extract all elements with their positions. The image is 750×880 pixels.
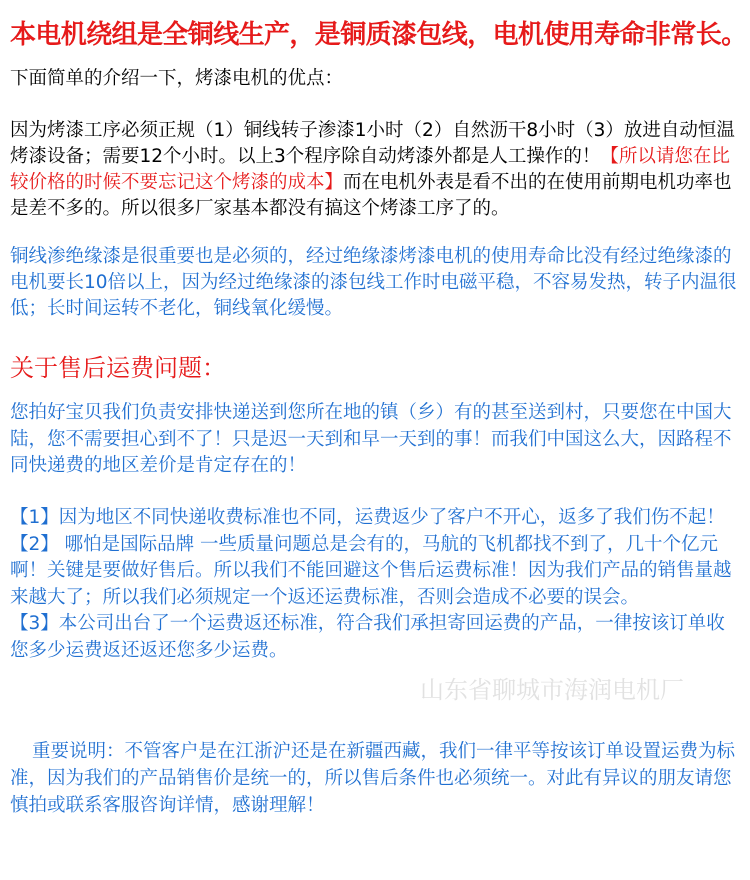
- shipping-points: [10, 505, 742, 664]
- intro-text: 下面简单的介绍一下，烤漆电机的优点：: [10, 68, 344, 89]
- cost-reminder-highlight: 【所以请您在比较价格的时候不要忘记这个烤漆的成本】: [10, 146, 730, 193]
- important-note-paragraph: [10, 738, 742, 819]
- paint-process-tail: 而在电机外表是看不出的在使用前期电机功率也是差不多的。所以很多厂家基本都没有搞这个烤漆工序了的。: [10, 172, 732, 219]
- delivery-paragraph: 您拍好宝贝我们负责安排快递送到您所在地的镇（乡）有的甚至送到村，只要您在中国大陆，您不需要担心到不了！只是迟一天到和早一天到的事！而我们中国这么大，因路程不同快递费的地区差价是肯定存在的！: [10, 402, 732, 476]
- important-note-text: 重要说明：不管客户是在江浙沪还是在新疆西藏，我们一律平等按该订单设置运费为标准，因为我们的产品销售价是统一的，所以售后条件也必须统一。对此有异议的朋友请您慎拍或联系客服咨询详情，感谢理解！: [10, 741, 736, 816]
- company-watermark: 山东省聊城市海润电机厂: [420, 676, 684, 704]
- paint-process-text: 因为烤漆工序必须正规（1）铜线转子渗漆1小时（2）自然沥干8小时（3）放进自动恒温烤漆设备；需要12个小时。以上3个程序除自动烤漆外都是人工操作的！: [10, 120, 735, 167]
- shipping-point-3: 【3】本公司出台了一个运费返还标准，符合我们承担寄回运费的产品，一律按该订单收您多少运费返还返还您多少运费。: [10, 613, 725, 661]
- insulation-paint-paragraph: 铜线渗绝缘漆是很重要也是必须的，经过绝缘漆烤漆电机的使用寿命比没有经过绝缘漆的电机要长10倍以上，因为经过绝缘漆的漆包线工作时电磁平稳，不容易发热，转子内温很低；长时间运转不老化，铜线氧化缓慢。: [10, 246, 737, 319]
- shipping-point-2: 【2】 哪怕是国际品牌 一些质量问题总是会有的，马航的飞机都找不到了，几十个亿元啊！关键是要做好售后。所以我们不能回避这个售后运费标准！因为我们产品的销售量越来越大了；所以我们必须规定一个返还运费标准，否则会造成不必要的误会。: [10, 533, 732, 608]
- shipping-point-1: 【1】因为地区不同快递收费标准也不同，运费返少了客户不开心，返多了我们伤不起！: [10, 507, 725, 528]
- after-sales-shipping-title: 关于售后运费问题：: [10, 354, 226, 382]
- paint-process-paragraph: [10, 118, 742, 222]
- headline: 本电机绕组是全铜线生产，是铜质漆包线，电机使用寿命非常长。: [10, 20, 747, 50]
